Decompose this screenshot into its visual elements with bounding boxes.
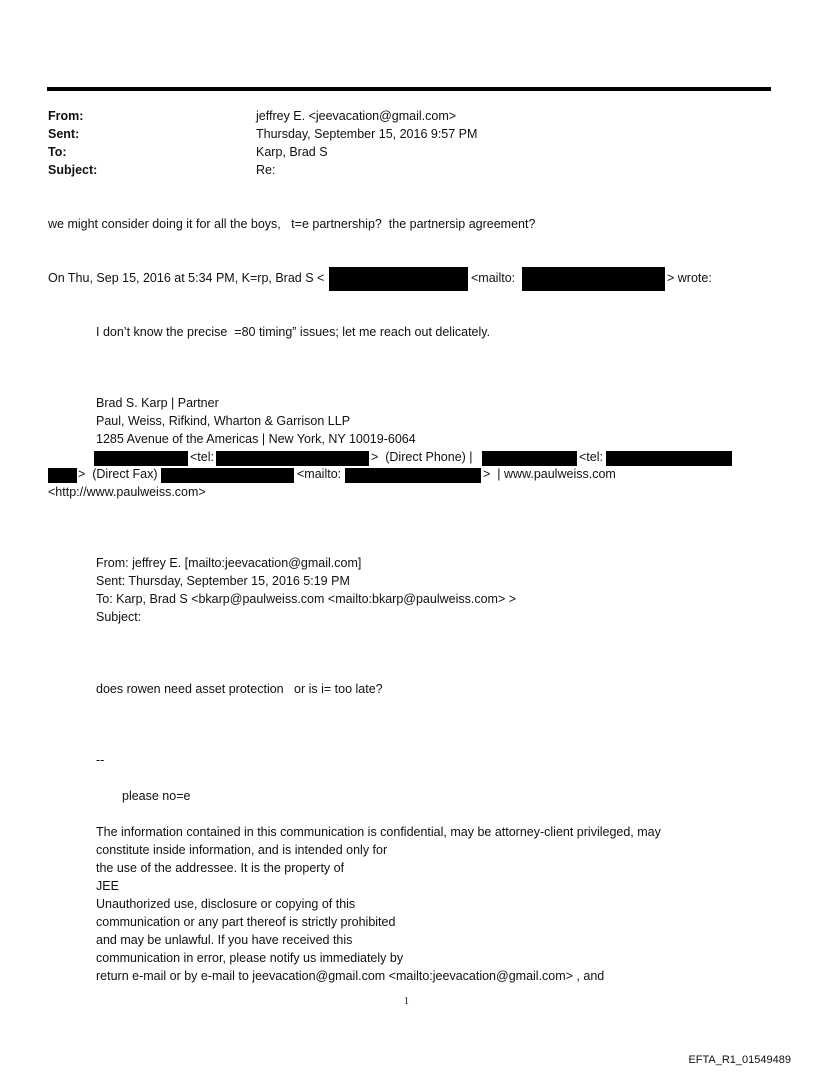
to-label: To:: [48, 145, 67, 159]
please-note: please no=e: [122, 789, 191, 803]
redaction-bar: [216, 451, 369, 466]
signature-name: Brad S. Karp | Partner: [96, 396, 219, 410]
disclaimer-line: constitute inside information, and is intended only for: [96, 843, 388, 857]
signature-web-link: <http://www.paulweiss.com>: [48, 485, 206, 499]
redaction-bar: [606, 451, 732, 466]
redaction-bar: [329, 267, 468, 291]
subject-value: Re:: [256, 163, 276, 177]
disclaimer-line: The information contained in this communication is confidential, may be attorney-client privileged, may: [96, 825, 661, 839]
disclaimer-line: return e-mail or by e-mail to jeevacation@gmail.com <mailto:jeevacation@gmail.com> , and: [96, 969, 605, 983]
bates-number: EFTA_R1_01549489: [688, 1054, 791, 1066]
disclaimer-line: and may be unlawful. If you have received this: [96, 933, 353, 947]
sent-value: Thursday, September 15, 2016 9:57 PM: [256, 127, 478, 141]
original-subject: Subject:: [96, 610, 142, 624]
signature-firm: Paul, Weiss, Rifkind, Wharton & Garrison LLP: [96, 414, 351, 428]
original-sent: Sent: Thursday, September 15, 2016 5:19 PM: [96, 574, 350, 588]
quote-intro-wrote: > wrote:: [667, 271, 712, 285]
disclaimer-line: JEE: [96, 879, 119, 893]
from-value: jeffrey E. <jeevacation@gmail.com>: [256, 109, 457, 123]
redaction-bar: [161, 468, 294, 483]
page-number: 1: [404, 996, 409, 1007]
disclaimer-line: Unauthorized use, disclosure or copying of this: [96, 897, 356, 911]
signature-direct-fax: > (Direct Fax): [78, 467, 158, 481]
signature-tel: <tel:: [190, 450, 214, 464]
header-rule: [47, 87, 771, 91]
signature-tel-2: <tel:: [579, 450, 603, 464]
redaction-bar: [48, 468, 77, 483]
signature-dash: --: [96, 753, 105, 767]
original-from: From: jeffrey E. [mailto:jeevacation@gmail.com]: [96, 556, 362, 570]
redaction-bar: [94, 451, 188, 466]
sent-label: Sent:: [48, 127, 80, 141]
quote-intro-mailto: <mailto:: [471, 271, 516, 285]
redaction-bar: [482, 451, 577, 466]
quoted-reply-text: I don’t know the precise =80 timing” issues; let me reach out delicately.: [96, 325, 491, 339]
quote-intro: On Thu, Sep 15, 2016 at 5:34 PM, K=rp, Brad S <: [48, 271, 325, 285]
disclaimer-line: the use of the addressee. It is the property of: [96, 861, 345, 875]
from-label: From:: [48, 109, 84, 123]
reply-text: we might consider doing it for all the boys, t=e partnership? the partnersip agreement?: [48, 217, 536, 231]
signature-address: 1285 Avenue of the Americas | New York, NY 10019-6064: [96, 432, 416, 446]
redaction-bar: [522, 267, 665, 291]
signature-direct-phone: > (Direct Phone) |: [371, 450, 473, 464]
redaction-bar: [345, 468, 481, 483]
to-value: Karp, Brad S: [256, 145, 328, 159]
disclaimer-line: communication or any part thereof is strictly prohibited: [96, 915, 396, 929]
signature-mailto: <mailto:: [297, 467, 342, 481]
signature-web: > | www.paulweiss.com: [483, 467, 616, 481]
original-body: does rowen need asset protection or is i= too late?: [96, 682, 383, 696]
subject-label: Subject:: [48, 163, 98, 177]
original-to: To: Karp, Brad S <bkarp@paulweiss.com <mailto:bkarp@paulweiss.com> >: [96, 592, 517, 606]
disclaimer-line: communication in error, please notify us immediately by: [96, 951, 404, 965]
